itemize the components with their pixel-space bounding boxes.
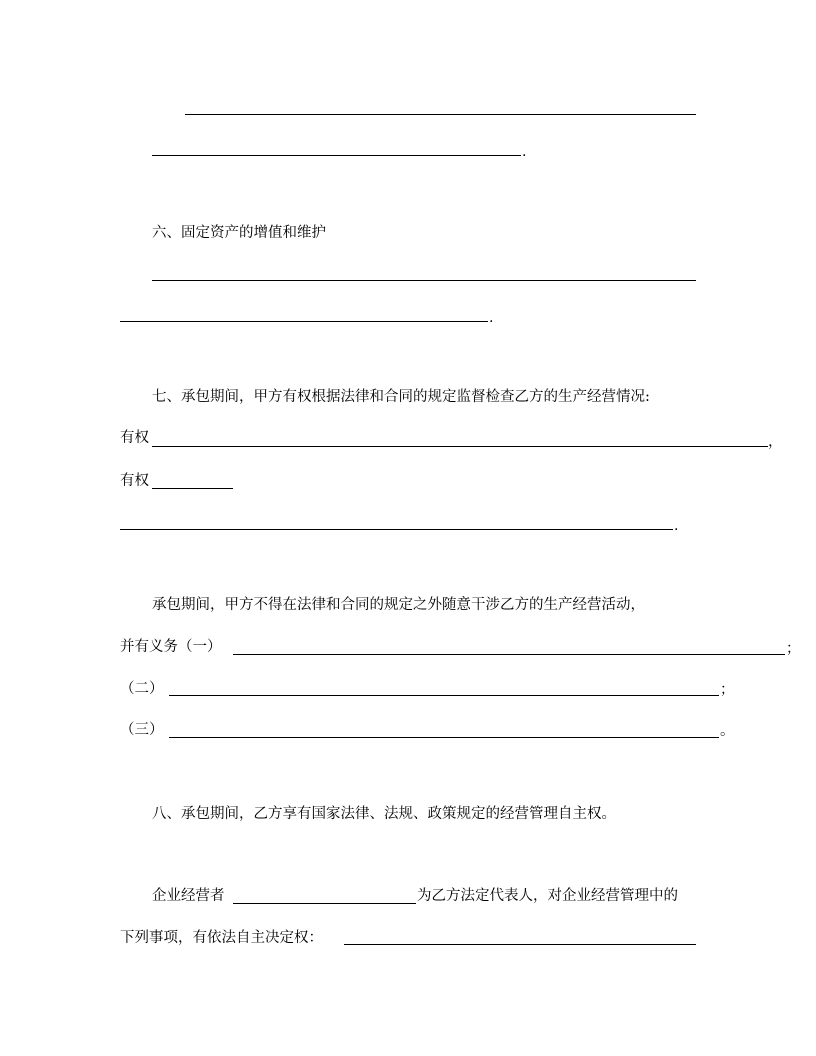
right-label-1: 有权 — [120, 430, 149, 446]
clause-end-mark: ； — [720, 682, 735, 698]
blank-line — [152, 280, 696, 281]
blank-line — [120, 529, 673, 530]
end-mark: . — [489, 310, 494, 326]
blank-line — [185, 114, 696, 115]
duty-label-3: （三） — [120, 722, 164, 738]
operator-suffix: 为乙方法定代表人，对企业经营管理中的 — [417, 888, 678, 904]
operator-label: 企业经营者 — [152, 888, 225, 904]
blank-line — [344, 944, 696, 945]
right-label-2: 有权 — [120, 473, 149, 489]
end-mark: . — [522, 144, 527, 160]
blank-line — [152, 446, 768, 447]
duty-label-1: 并有义务（一） — [120, 639, 222, 655]
section-heading-6: 六、固定资产的增值和维护 — [152, 225, 326, 241]
section-heading-7: 七、承包期间，甲方有权根据法律和合同的规定监督检查乙方的生产经营情况: — [152, 389, 650, 405]
section-heading-8: 八、承包期间，乙方享有国家法律、法规、政策规定的经营管理自主权。 — [152, 806, 616, 822]
end-mark: . — [674, 518, 679, 534]
clause-end-mark: 。 — [720, 723, 735, 739]
clause-end-mark: ； — [786, 641, 801, 657]
obligation-intro: 承包期间，甲方不得在法律和合同的规定之外随意干涉乙方的生产经营活动， — [152, 597, 645, 613]
blank-line — [120, 321, 488, 322]
blank-line — [233, 903, 416, 904]
blank-line — [169, 695, 719, 696]
blank-line — [152, 155, 521, 156]
blank-line — [233, 654, 785, 655]
blank-line — [169, 737, 719, 738]
clause-end-mark: ， — [768, 434, 783, 450]
duty-label-2: （二） — [120, 681, 164, 697]
blank-line — [152, 488, 233, 489]
decision-label: 下列事项，有依法自主决定权： — [120, 930, 323, 946]
